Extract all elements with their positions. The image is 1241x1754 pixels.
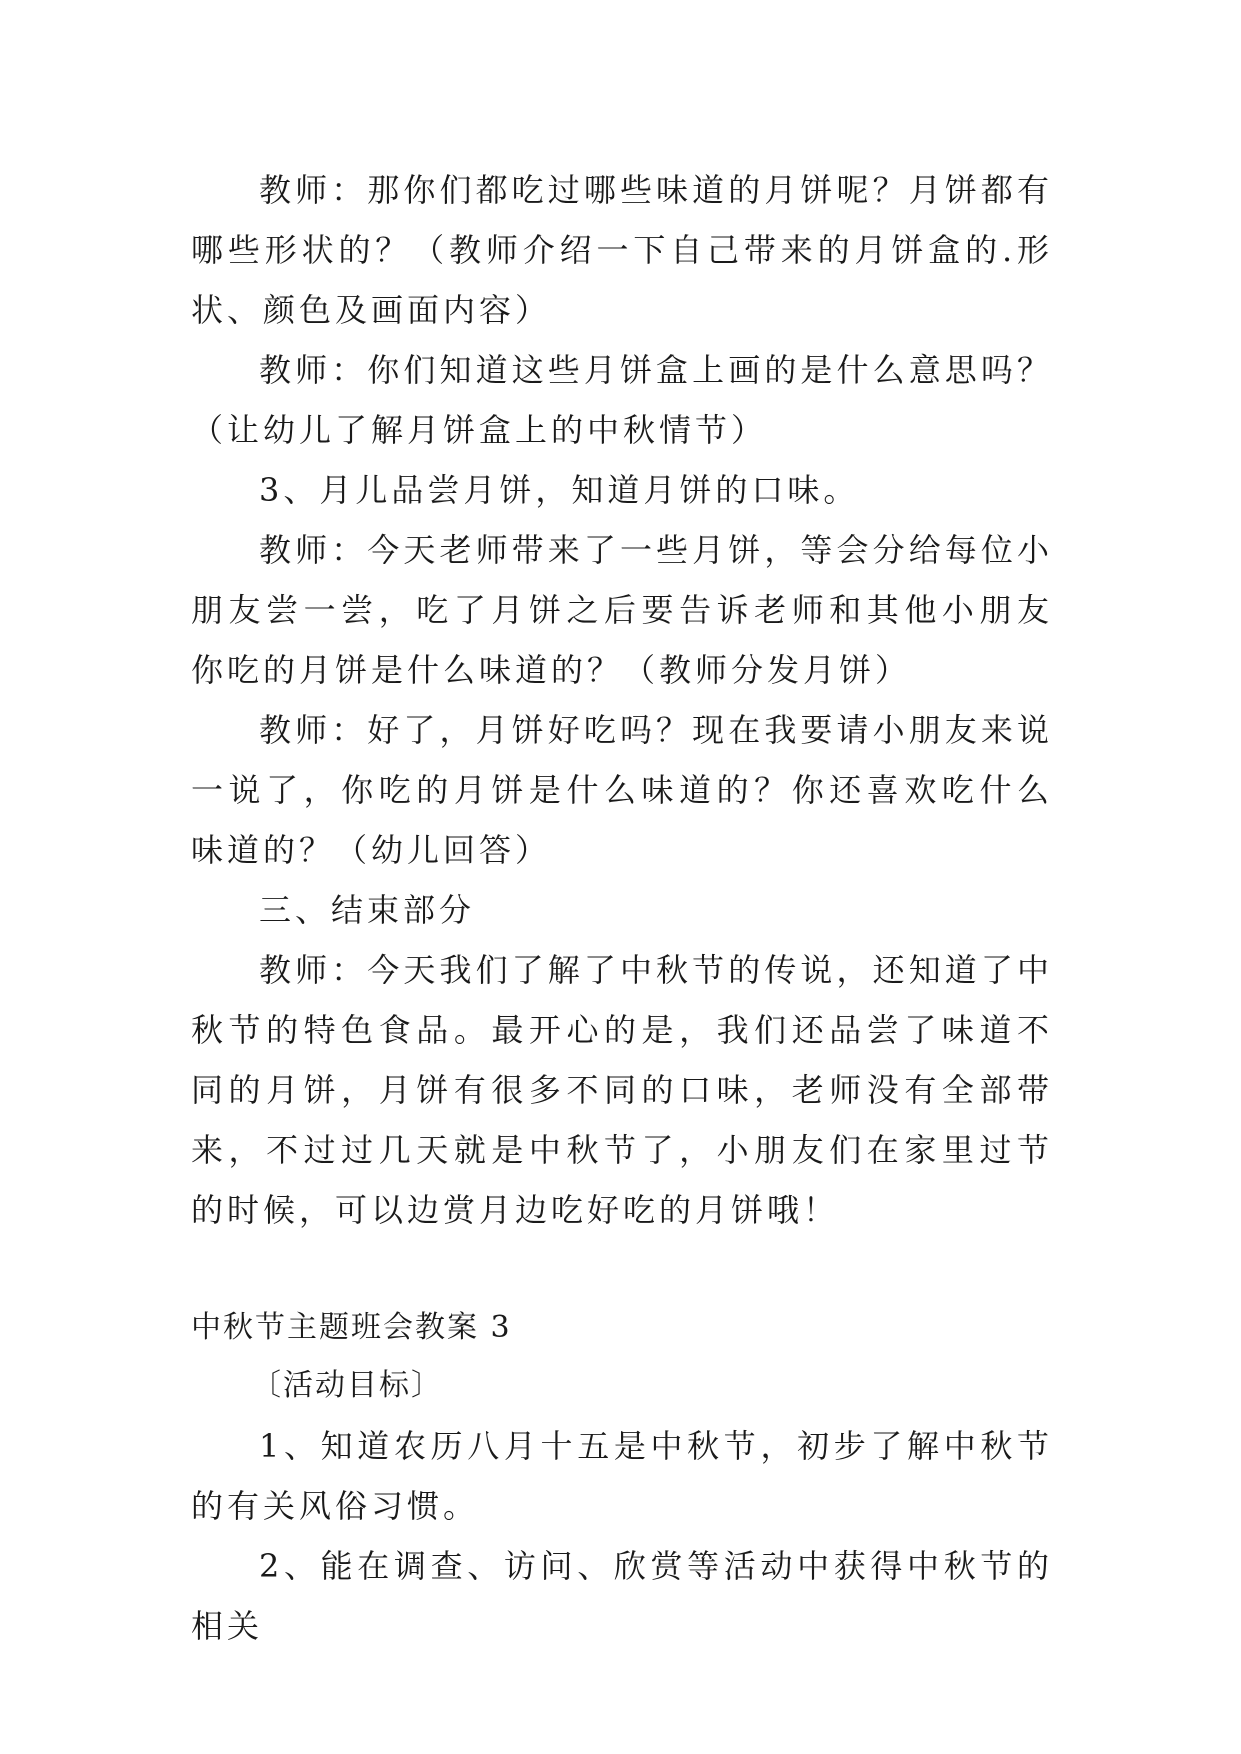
section-gap: [191, 1240, 1053, 1300]
paragraph-tasting: 教师：今天老师带来了一些月饼，等会分给每位小朋友尝一尝，吃了月饼之后要告诉老师和其他小朋友你吃的月饼是什么味道的？（教师分发月饼）: [191, 531, 1053, 689]
paragraph-mooncake-box: 教师：你们知道这些月饼盒上画的是什么意思吗？（让幼儿了解月饼盒上的中秋情节）: [191, 351, 1053, 449]
paragraph-goal-1: 1、知道农历八月十五是中秋节，初步了解中秋节的有关风俗习惯。: [191, 1427, 1053, 1525]
paragraph-answer: 教师：好了，月饼好吃吗？现在我要请小朋友来说一说了，你吃的月饼是什么味道的？你还喜欢吃什么味道的？（幼儿回答）: [191, 711, 1053, 869]
section-subtitle: 〔活动目标〕: [251, 1368, 443, 1403]
section-title: 中秋节主题班会教案 3: [191, 1310, 512, 1345]
paragraph-conclusion: 教师：今天我们了解了中秋节的传说，还知道了中秋节的特色食品。最开心的是，我们还品尝了味道不同的月饼，月饼有很多不同的口味，老师没有全部带来，不过过几天就是中秋节了，小朋友们在家里过节的时候，可以边赏月边吃好吃的月饼哦！: [191, 951, 1053, 1229]
document-page: [191, 160, 1053, 1656]
paragraph-ending-heading: 三、结束部分: [259, 891, 476, 929]
paragraph-mooncake-flavors: 教师：那你们都吃过哪些味道的月饼呢？月饼都有哪些形状的？（教师介绍一下自己带来的月饼盒的.形状、颜色及画面内容）: [191, 171, 1053, 329]
paragraph-goal-2: 2、能在调查、访问、欣赏等活动中获得中秋节的相关: [191, 1547, 1053, 1645]
paragraph-step-3: 3、月儿品尝月饼，知道月饼的口味。: [259, 471, 860, 509]
